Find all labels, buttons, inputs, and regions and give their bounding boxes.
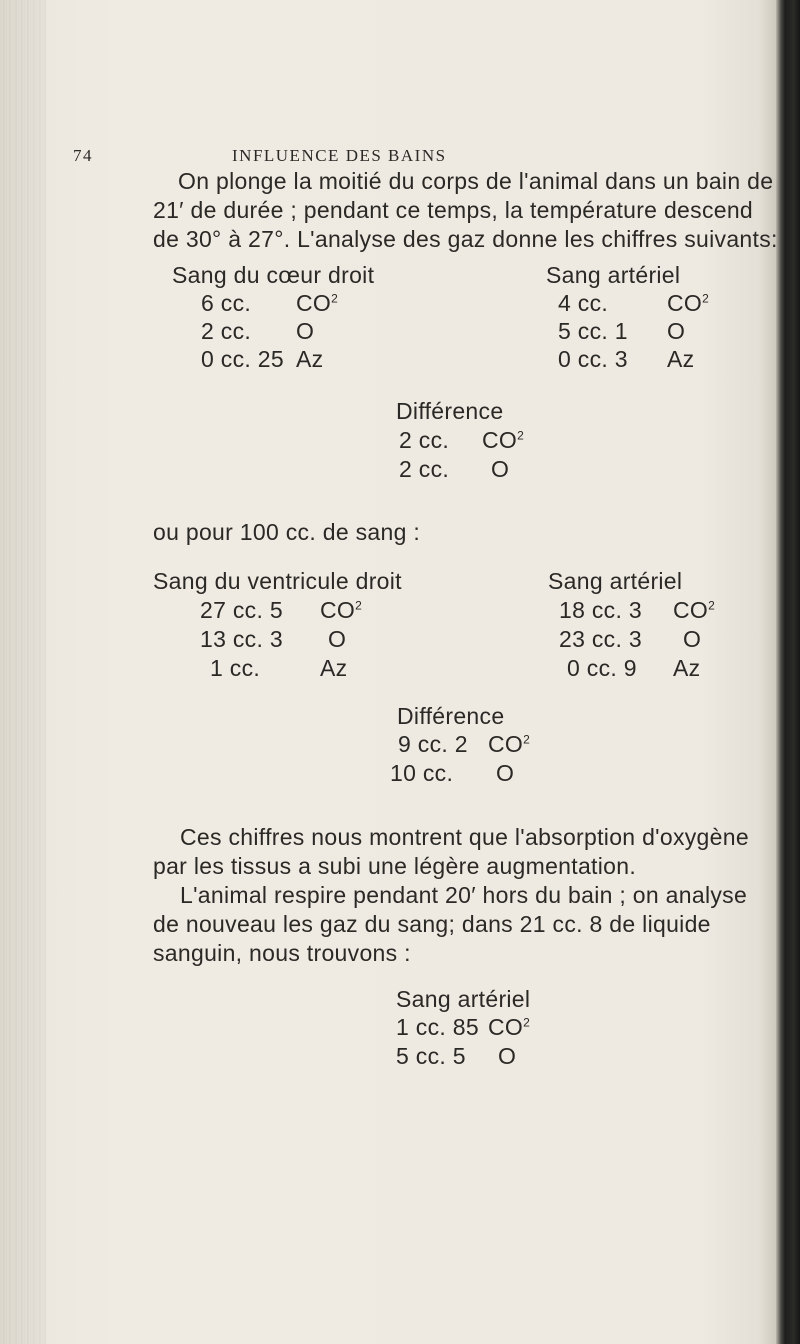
table2-left-value: 27 cc. 5 xyxy=(200,597,283,623)
table1-left-value: 2 cc. xyxy=(201,318,252,344)
table2-right-value: 0 cc. 9 xyxy=(567,655,637,681)
table2-right-gas: $CO^2$ xyxy=(673,597,716,623)
table2-diff-gas: $CO^2$ xyxy=(488,731,531,757)
table1-right-value: 4 cc. xyxy=(558,290,609,316)
table2-right-value: 18 cc. 3 xyxy=(559,597,642,623)
table2-left-gas: O xyxy=(328,626,347,652)
table2-right-gas: O xyxy=(683,626,702,652)
conclusion-line-1: Ces chiffres nous montrent que l'absorption d'oxygène xyxy=(180,824,749,850)
table1-right-value: 5 cc. 1 xyxy=(558,318,628,344)
table1-left-title: Sang du cœur droit xyxy=(172,262,375,288)
intro-line-1: On plonge la moitié du corps de l'animal dans un bain de xyxy=(178,168,774,194)
table1-right-gas: Az xyxy=(667,346,695,372)
table2-diff-value: 9 cc. 2 xyxy=(398,731,468,757)
table2-left-gas: Az xyxy=(320,655,348,681)
table1-diff-gas: O xyxy=(491,456,510,482)
table1-left-value: 0 cc. 25 xyxy=(201,346,284,372)
page-left-edge xyxy=(0,0,46,1344)
intro-line-3: de 30° à 27°. L'analyse des gaz donne les chiffres suivants: xyxy=(153,226,778,252)
table1-right-title: Sang artériel xyxy=(546,262,681,288)
conclusion-line-2: par les tissus a subi une légère augmentation. xyxy=(153,853,637,879)
table1-left-gas: $CO^2$ xyxy=(296,290,339,316)
table1-right-gas: $CO^2$ xyxy=(667,290,710,316)
table2-left-title: Sang du ventricule droit xyxy=(153,568,402,594)
table1-diff-gas: $CO^2$ xyxy=(482,427,525,453)
table1-right-gas: O xyxy=(667,318,686,344)
conclusion-line-5: sanguin, nous trouvons : xyxy=(153,940,411,966)
table3-value: 1 cc. 85 xyxy=(396,1014,479,1040)
table2-diff-gas: O xyxy=(496,760,515,786)
conclusion-line-3: L'animal respire pendant 20′ hors du bain ; on analyse xyxy=(180,882,748,908)
table1-left-value: 6 cc. xyxy=(201,290,252,316)
table1-diff-value: 2 cc. xyxy=(399,456,450,482)
table3-value: 5 cc. 5 xyxy=(396,1043,466,1069)
table2-diff-value: 10 cc. xyxy=(390,760,454,786)
table1-right-value: 0 cc. 3 xyxy=(558,346,628,372)
table2-left-gas: $CO^2$ xyxy=(320,597,363,623)
page-number: 74 xyxy=(73,146,93,165)
table2-left-value: 1 cc. xyxy=(210,655,261,681)
conclusion-line-4: de nouveau les gaz du sang; dans 21 cc. 8 de liquide xyxy=(153,911,711,937)
book-binding-edge xyxy=(776,0,800,1344)
table3-gas: $CO^2$ xyxy=(488,1014,531,1040)
table2-left-value: 13 cc. 3 xyxy=(200,626,283,652)
running-title: INFLUENCE DES BAINS xyxy=(232,146,447,165)
table2-right-value: 23 cc. 3 xyxy=(559,626,642,652)
per-100-line: ou pour 100 cc. de sang : xyxy=(153,519,421,545)
intro-line-2: 21′ de durée ; pendant ce temps, la température descend xyxy=(153,197,754,223)
table3-gas: O xyxy=(498,1043,517,1069)
table2-right-gas: Az xyxy=(673,655,701,681)
table1-left-gas: O xyxy=(296,318,315,344)
table1-diff-title: Différence xyxy=(396,398,504,424)
table3-title: Sang artériel xyxy=(396,986,531,1012)
table1-diff-value: 2 cc. xyxy=(399,427,450,453)
table2-right-title: Sang artériel xyxy=(548,568,683,594)
table1-left-gas: Az xyxy=(296,346,324,372)
table2-diff-title: Différence xyxy=(397,703,505,729)
